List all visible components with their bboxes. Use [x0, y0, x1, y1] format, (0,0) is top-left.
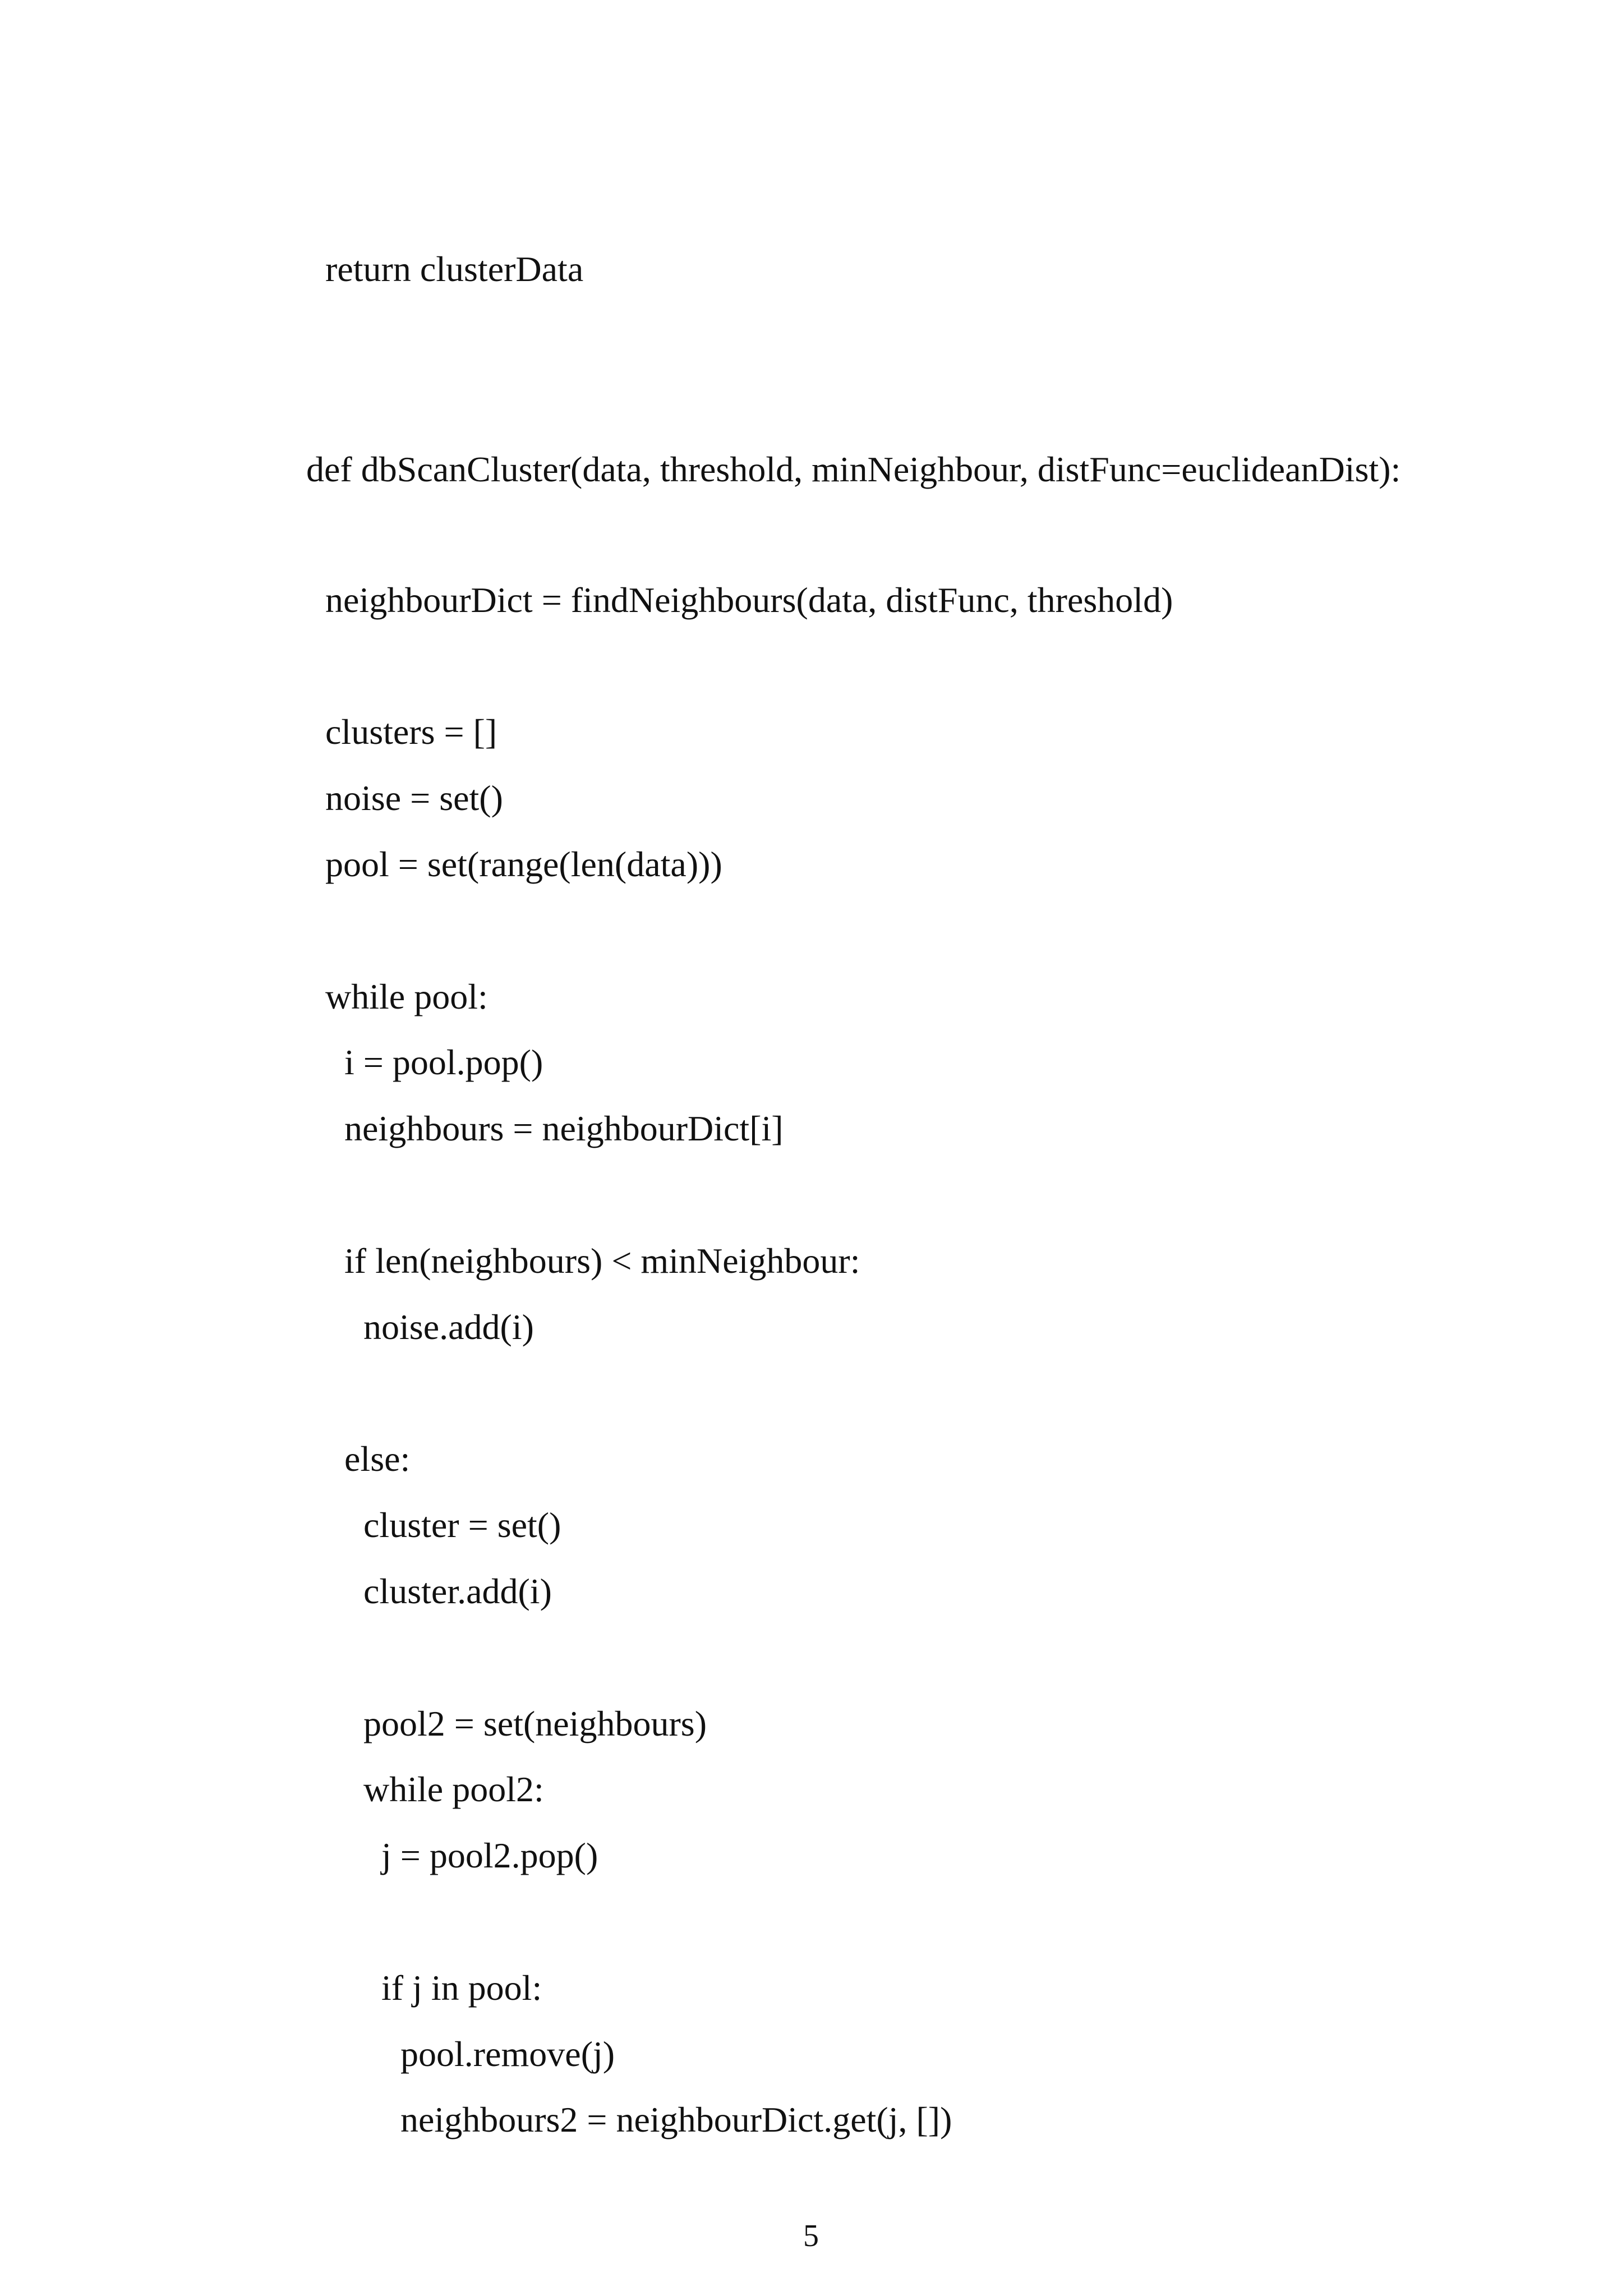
code-line: cluster.add(i)	[363, 1571, 552, 1611]
code-line: pool.remove(j)	[400, 2034, 615, 2074]
code-line: if len(neighbours) < minNeighbour:	[344, 1241, 860, 1281]
code-line: cluster = set()	[363, 1505, 561, 1545]
code-line: while pool2:	[363, 1769, 544, 1809]
code-line: def dbScanCluster(data, threshold, minNeighbour, distFunc=euclideanDist):	[306, 449, 1401, 489]
code-line: return clusterData	[325, 249, 584, 289]
code-line: pool = set(range(len(data)))	[325, 844, 722, 884]
code-line: if j in pool:	[381, 1968, 542, 2008]
page-number: 5	[803, 2219, 819, 2253]
code-line: i = pool.pop()	[344, 1042, 543, 1082]
code-line: else:	[344, 1439, 411, 1479]
code-line: neighbours2 = neighbourDict.get(j, [])	[400, 2100, 952, 2139]
code-line: neighbours = neighbourDict[i]	[344, 1108, 784, 1148]
code-line: neighbourDict = findNeighbours(data, distFunc, threshold)	[325, 580, 1173, 620]
code-line: clusters = []	[325, 712, 497, 752]
code-line: noise.add(i)	[363, 1307, 534, 1347]
code-line: pool2 = set(neighbours)	[363, 1704, 707, 1743]
code-line: j = pool2.pop()	[381, 1835, 598, 1875]
code-line: while pool:	[325, 977, 488, 1016]
code-line: noise = set()	[325, 778, 503, 818]
